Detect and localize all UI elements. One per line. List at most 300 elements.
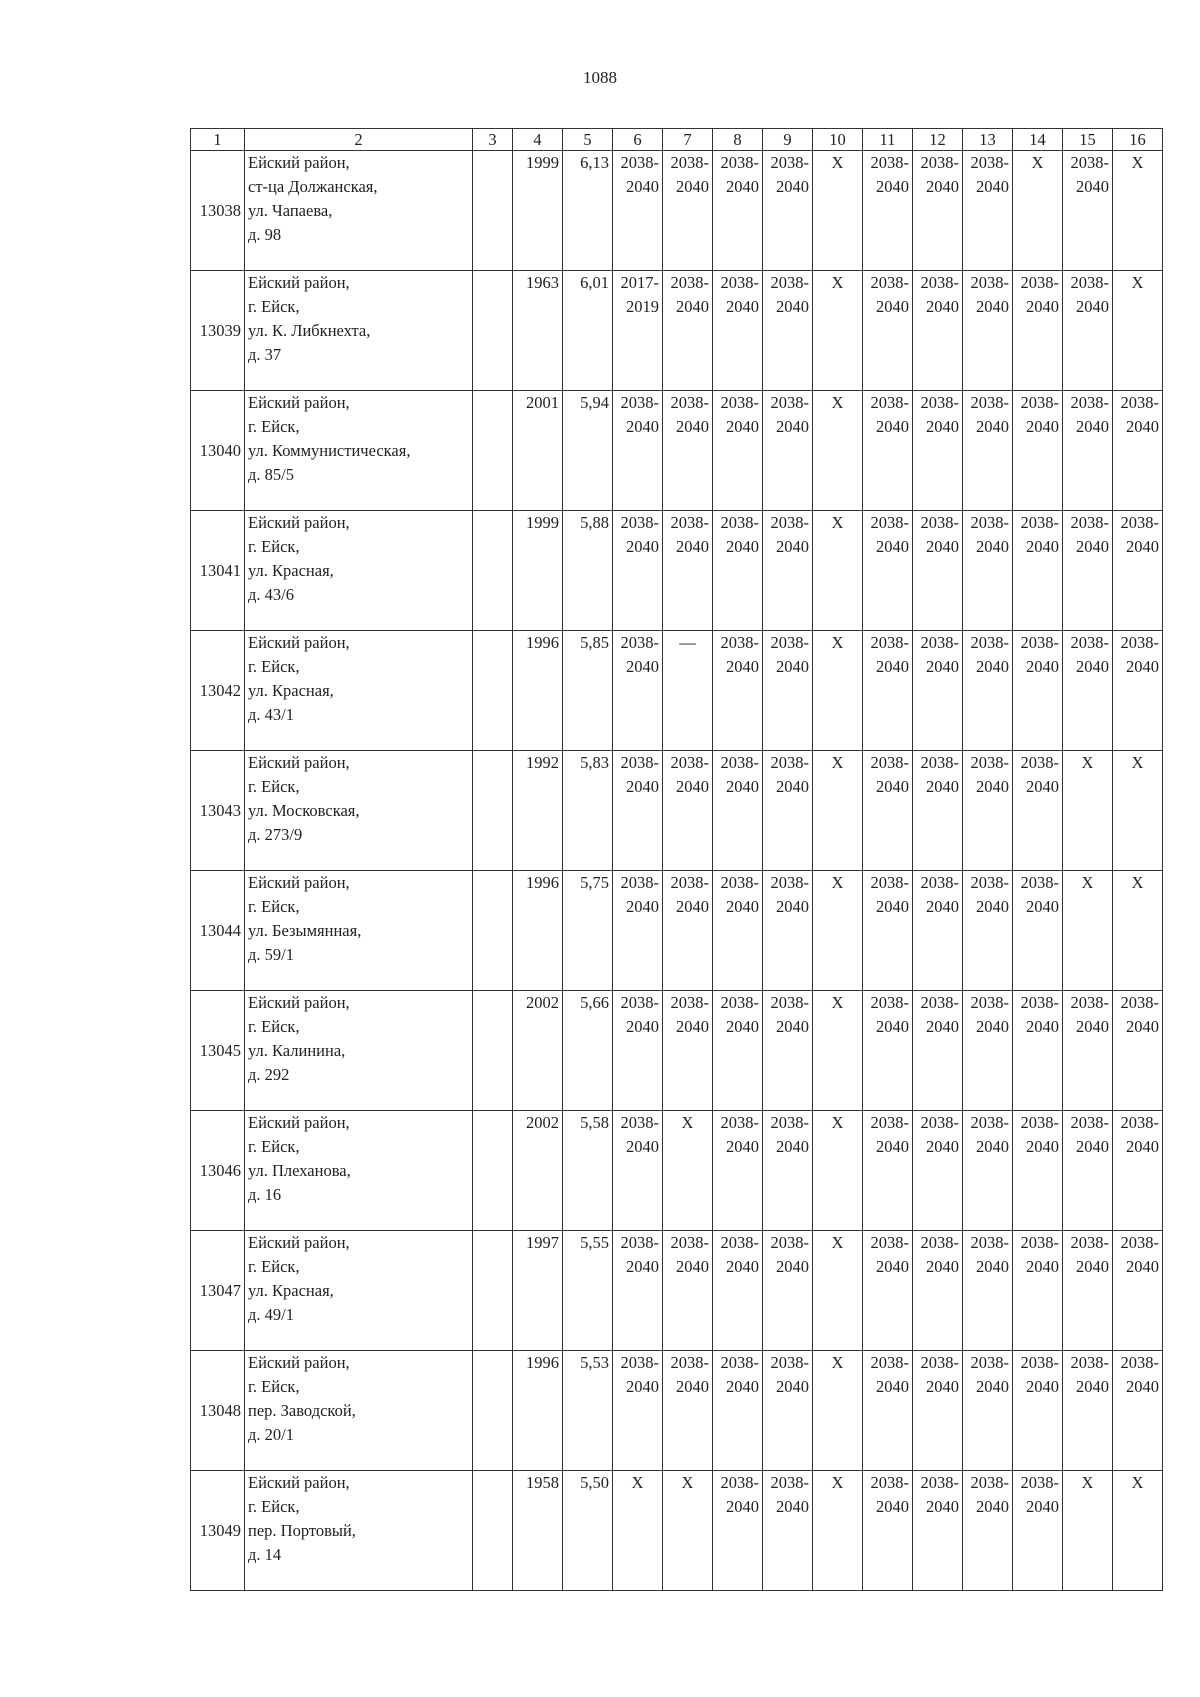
period-cell-col-10 <box>813 391 863 511</box>
period-text: 2038- <box>1020 513 1059 532</box>
address-line: ул. Плеханова, <box>248 1161 351 1180</box>
period-text: 2040 <box>776 417 809 436</box>
period-text: 2040 <box>976 897 1009 916</box>
address-cell <box>245 1351 473 1471</box>
period-text: 2038- <box>970 1353 1009 1372</box>
period-cell-col-6 <box>613 511 663 631</box>
period-text: 2040 <box>976 1137 1009 1156</box>
period-text: 2038- <box>670 273 709 292</box>
period-text: 2040 <box>626 177 659 196</box>
period-text: 2040 <box>926 1137 959 1156</box>
period-text: 2040 <box>776 897 809 916</box>
period-text: 2038- <box>1070 1353 1109 1372</box>
period-text: 2040 <box>726 1497 759 1516</box>
column-3-cell <box>473 391 513 511</box>
period-text: 2038- <box>870 633 909 652</box>
address-line: ст-ца Должанская, <box>248 177 378 196</box>
period-text: 2038- <box>670 1233 709 1252</box>
period-text: 2040 <box>676 897 709 916</box>
period-text: 2040 <box>976 657 1009 676</box>
address-cell <box>245 991 473 1111</box>
period-text: 2038- <box>970 393 1009 412</box>
period-text: 2040 <box>676 417 709 436</box>
period-text: 2038- <box>1070 153 1109 172</box>
address-line: Ейский район, <box>248 1353 350 1372</box>
period-text: Х <box>1131 273 1144 292</box>
period-text: 2040 <box>1076 1137 1109 1156</box>
period-cell-col-16 <box>1113 1351 1163 1471</box>
period-cell-col-13 <box>963 1111 1013 1231</box>
period-text: 2038- <box>920 873 959 892</box>
period-text: 2038- <box>920 513 959 532</box>
period-text: 2040 <box>926 1257 959 1276</box>
period-cell-col-6 <box>613 271 663 391</box>
period-text: 2040 <box>676 537 709 556</box>
period-cell-col-14 <box>1013 871 1063 991</box>
address-line: д. 292 <box>248 1065 290 1084</box>
period-text: 2038- <box>670 153 709 172</box>
period-cell-col-8 <box>713 1231 763 1351</box>
period-text: 2038- <box>920 753 959 772</box>
address-line: д. 37 <box>248 345 282 364</box>
period-cell-col-12 <box>913 271 963 391</box>
address-line: ул. Коммунистическая, <box>248 441 411 460</box>
table-row <box>191 991 1163 1111</box>
address-line: ул. К. Либкнехта, <box>248 321 371 340</box>
column-header-3: 3 <box>473 129 513 151</box>
period-cell-col-9 <box>763 631 813 751</box>
address-line: Ейский район, <box>248 993 350 1012</box>
address-line: ул. Красная, <box>248 681 334 700</box>
period-cell-col-7 <box>663 391 713 511</box>
period-text: 2038- <box>670 753 709 772</box>
period-text: 2038- <box>970 1113 1009 1132</box>
record-number: 13045 <box>191 991 245 1111</box>
column-3-cell <box>473 271 513 391</box>
period-text: Х <box>831 1113 844 1132</box>
period-text: 2038- <box>970 993 1009 1012</box>
address-line: ул. Красная, <box>248 1281 334 1300</box>
housing-register-table <box>190 128 1163 1591</box>
column-3-cell <box>473 1471 513 1591</box>
period-text: 2038- <box>1070 1233 1109 1252</box>
period-text: 2038- <box>870 1473 909 1492</box>
address-line: г. Ейск, <box>248 1137 300 1156</box>
period-text: 2038- <box>770 153 809 172</box>
address-line: Ейский район, <box>248 273 350 292</box>
year-built: 1958 <box>513 1471 563 1591</box>
column-header-6: 6 <box>613 129 663 151</box>
period-cell-col-10 <box>813 631 863 751</box>
period-text: 2040 <box>1076 417 1109 436</box>
address-line: Ейский район, <box>248 1113 350 1132</box>
period-text: 2038- <box>970 1473 1009 1492</box>
record-number: 13038 <box>191 151 245 271</box>
period-text: 2038- <box>620 753 659 772</box>
period-cell-col-10 <box>813 1231 863 1351</box>
period-cell-col-8 <box>713 1111 763 1231</box>
period-text: 2040 <box>926 897 959 916</box>
period-cell-col-11 <box>863 871 913 991</box>
period-text: 2040 <box>926 1377 959 1396</box>
period-cell-col-7 <box>663 751 713 871</box>
period-text: 2040 <box>1076 297 1109 316</box>
period-cell-col-6 <box>613 1471 663 1591</box>
period-cell-col-11 <box>863 1351 913 1471</box>
period-text: 2040 <box>726 297 759 316</box>
period-cell-col-13 <box>963 751 1013 871</box>
address-line: д. 16 <box>248 1185 282 1204</box>
period-text: 2040 <box>876 1497 909 1516</box>
period-text: 2038- <box>1070 393 1109 412</box>
period-text: 2038- <box>1020 273 1059 292</box>
period-cell-col-7 <box>663 1231 713 1351</box>
period-cell-col-6 <box>613 151 663 271</box>
period-text: 2040 <box>776 297 809 316</box>
period-cell-col-6 <box>613 1351 663 1471</box>
address-line: Ейский район, <box>248 873 350 892</box>
period-cell-col-6 <box>613 391 663 511</box>
column-header-16: 16 <box>1113 129 1163 151</box>
column-3-cell <box>473 511 513 631</box>
address-line: д. 43/1 <box>248 705 294 724</box>
period-text: 2040 <box>626 1257 659 1276</box>
period-cell-col-15 <box>1063 991 1113 1111</box>
period-text: 2038- <box>870 1113 909 1132</box>
period-cell-col-13 <box>963 391 1013 511</box>
period-text: 2040 <box>726 537 759 556</box>
period-text: 2040 <box>726 777 759 796</box>
period-text: 2040 <box>626 1017 659 1036</box>
area-value: 5,53 <box>563 1351 613 1471</box>
period-cell-col-10 <box>813 151 863 271</box>
column-header-15: 15 <box>1063 129 1113 151</box>
period-cell-col-11 <box>863 751 913 871</box>
period-text: Х <box>1081 873 1094 892</box>
address-cell <box>245 631 473 751</box>
area-value: 5,94 <box>563 391 613 511</box>
column-3-cell <box>473 1111 513 1231</box>
period-cell-col-11 <box>863 1231 913 1351</box>
period-text: 2038- <box>1020 1353 1059 1372</box>
period-text: 2038- <box>1070 633 1109 652</box>
period-cell-col-8 <box>713 631 763 751</box>
column-header-13: 13 <box>963 129 1013 151</box>
period-text: 2038- <box>770 633 809 652</box>
column-3-cell <box>473 1231 513 1351</box>
period-cell-col-8 <box>713 871 763 991</box>
period-text: 2040 <box>676 177 709 196</box>
period-cell-col-7 <box>663 991 713 1111</box>
record-number: 13039 <box>191 271 245 391</box>
table-row <box>191 391 1163 511</box>
period-text: 2038- <box>870 873 909 892</box>
period-text: 2038- <box>770 873 809 892</box>
period-text: Х <box>831 513 844 532</box>
period-text: 2038- <box>770 993 809 1012</box>
period-text: 2040 <box>776 1497 809 1516</box>
period-text: 2040 <box>676 777 709 796</box>
period-text: 2038- <box>620 1113 659 1132</box>
period-text: 2038- <box>1020 873 1059 892</box>
period-cell-col-8 <box>713 1351 763 1471</box>
period-text: 2038- <box>1020 1113 1059 1132</box>
period-text: 2040 <box>626 777 659 796</box>
table-row <box>191 271 1163 391</box>
period-text: 2040 <box>626 537 659 556</box>
area-value: 5,55 <box>563 1231 613 1351</box>
address-line: д. 59/1 <box>248 945 294 964</box>
period-text: 2038- <box>920 993 959 1012</box>
year-built: 1963 <box>513 271 563 391</box>
period-text: 2040 <box>1126 1377 1159 1396</box>
table-row <box>191 751 1163 871</box>
period-text: 2038- <box>1070 513 1109 532</box>
period-text: 2038- <box>870 153 909 172</box>
period-cell-col-15 <box>1063 511 1113 631</box>
period-cell-col-13 <box>963 511 1013 631</box>
period-text: Х <box>1081 1473 1094 1492</box>
period-text: 2038- <box>620 993 659 1012</box>
period-cell-col-9 <box>763 991 813 1111</box>
column-number-row <box>191 129 1163 151</box>
period-text: 2040 <box>926 1017 959 1036</box>
period-cell-col-12 <box>913 1471 963 1591</box>
table-row <box>191 1111 1163 1231</box>
period-cell-col-15 <box>1063 271 1113 391</box>
period-text: 2038- <box>870 1233 909 1252</box>
period-cell-col-7 <box>663 631 713 751</box>
period-text: 2040 <box>976 1257 1009 1276</box>
period-text: 2040 <box>626 1377 659 1396</box>
period-cell-col-16 <box>1113 631 1163 751</box>
period-cell-col-10 <box>813 1471 863 1591</box>
period-text: 2040 <box>1026 1017 1059 1036</box>
period-text: Х <box>1131 873 1144 892</box>
area-value: 5,75 <box>563 871 613 991</box>
period-cell-col-13 <box>963 151 1013 271</box>
period-text: 2038- <box>770 753 809 772</box>
period-text: 2040 <box>726 657 759 676</box>
period-text: 2040 <box>676 297 709 316</box>
period-cell-col-8 <box>713 511 763 631</box>
area-value: 5,88 <box>563 511 613 631</box>
period-text: 2038- <box>870 393 909 412</box>
address-line: Ейский район, <box>248 153 350 172</box>
record-number: 13043 <box>191 751 245 871</box>
period-text: 2040 <box>1076 537 1109 556</box>
period-text: 2038- <box>1020 1233 1059 1252</box>
period-cell-col-9 <box>763 391 813 511</box>
period-text: Х <box>831 753 844 772</box>
period-text: 2040 <box>1026 1377 1059 1396</box>
period-text: 2038- <box>670 393 709 412</box>
period-cell-col-9 <box>763 511 813 631</box>
period-text: 2038- <box>1020 1473 1059 1492</box>
period-cell-col-13 <box>963 631 1013 751</box>
period-text: 2038- <box>920 1233 959 1252</box>
address-line: Ейский район, <box>248 1233 350 1252</box>
period-text: 2038- <box>620 633 659 652</box>
period-text: Х <box>631 1473 644 1492</box>
period-text: 2040 <box>1026 897 1059 916</box>
period-text: 2038- <box>720 393 759 412</box>
address-line: Ейский район, <box>248 753 350 772</box>
table-row <box>191 511 1163 631</box>
period-cell-col-9 <box>763 271 813 391</box>
address-line: ул. Безымянная, <box>248 921 362 940</box>
period-text: 2040 <box>1126 537 1159 556</box>
period-text: 2038- <box>1120 1113 1159 1132</box>
period-cell-col-12 <box>913 631 963 751</box>
period-cell-col-12 <box>913 991 963 1111</box>
period-text: 2040 <box>726 1137 759 1156</box>
period-text: Х <box>831 1473 844 1492</box>
period-text: — <box>679 633 696 652</box>
period-text: 2038- <box>920 1113 959 1132</box>
period-cell-col-14 <box>1013 1351 1063 1471</box>
record-number: 13044 <box>191 871 245 991</box>
address-line: д. 49/1 <box>248 1305 294 1324</box>
period-cell-col-13 <box>963 1351 1013 1471</box>
column-3-cell <box>473 991 513 1111</box>
period-text: 2040 <box>776 657 809 676</box>
period-text: 2038- <box>620 153 659 172</box>
period-cell-col-15 <box>1063 1231 1113 1351</box>
period-text: 2040 <box>876 657 909 676</box>
area-value: 6,01 <box>563 271 613 391</box>
address-line: г. Ейск, <box>248 1497 300 1516</box>
period-cell-col-15 <box>1063 391 1113 511</box>
period-cell-col-13 <box>963 1231 1013 1351</box>
period-text: 2040 <box>726 1257 759 1276</box>
period-cell-col-7 <box>663 271 713 391</box>
period-text: Х <box>1131 1473 1144 1492</box>
column-3-cell <box>473 751 513 871</box>
period-text: 2038- <box>1070 993 1109 1012</box>
year-built: 2002 <box>513 991 563 1111</box>
period-text: 2038- <box>770 513 809 532</box>
address-line: ул. Чапаева, <box>248 201 333 220</box>
address-line: Ейский район, <box>248 1473 350 1492</box>
period-text: 2038- <box>870 1353 909 1372</box>
period-cell-col-16 <box>1113 151 1163 271</box>
period-text: 2040 <box>1076 657 1109 676</box>
period-text: 2038- <box>1020 993 1059 1012</box>
period-text: Х <box>681 1113 694 1132</box>
address-cell <box>245 391 473 511</box>
column-header-1: 1 <box>191 129 245 151</box>
period-text: 2038- <box>670 513 709 532</box>
period-text: 2038- <box>920 633 959 652</box>
period-cell-col-14 <box>1013 631 1063 751</box>
period-text: 2040 <box>1026 657 1059 676</box>
period-cell-col-16 <box>1113 871 1163 991</box>
period-text: 2040 <box>876 417 909 436</box>
period-text: 2038- <box>720 993 759 1012</box>
period-text: 2040 <box>626 657 659 676</box>
period-text: 2040 <box>1126 1137 1159 1156</box>
period-text: Х <box>831 153 844 172</box>
period-text: 2040 <box>976 1017 1009 1036</box>
address-cell <box>245 271 473 391</box>
address-line: д. 98 <box>248 225 282 244</box>
period-text: 2038- <box>720 1113 759 1132</box>
period-text: 2038- <box>620 513 659 532</box>
period-text: Х <box>1081 753 1094 772</box>
table-row <box>191 871 1163 991</box>
period-text: 2040 <box>876 1017 909 1036</box>
period-cell-col-16 <box>1113 391 1163 511</box>
column-header-8: 8 <box>713 129 763 151</box>
period-cell-col-6 <box>613 871 663 991</box>
period-cell-col-12 <box>913 511 963 631</box>
address-line: пер. Заводской, <box>248 1401 356 1420</box>
address-cell <box>245 751 473 871</box>
period-cell-col-11 <box>863 1471 913 1591</box>
period-cell-col-12 <box>913 1111 963 1231</box>
period-text: 2040 <box>776 537 809 556</box>
period-cell-col-16 <box>1113 751 1163 871</box>
column-header-4: 4 <box>513 129 563 151</box>
period-cell-col-16 <box>1113 991 1163 1111</box>
record-number: 13042 <box>191 631 245 751</box>
period-text: 2040 <box>626 417 659 436</box>
address-line: д. 273/9 <box>248 825 303 844</box>
period-text: 2040 <box>976 177 1009 196</box>
period-text: 2038- <box>720 1473 759 1492</box>
address-line: г. Ейск, <box>248 417 300 436</box>
column-header-10: 10 <box>813 129 863 151</box>
period-text: 2040 <box>1126 1017 1159 1036</box>
period-text: 2038- <box>620 1353 659 1372</box>
period-text: Х <box>1031 153 1044 172</box>
period-text: 2038- <box>720 153 759 172</box>
period-text: 2038- <box>1120 393 1159 412</box>
column-header-9: 9 <box>763 129 813 151</box>
period-cell-col-13 <box>963 271 1013 391</box>
period-text: 2040 <box>776 1377 809 1396</box>
period-text: 2040 <box>876 1377 909 1396</box>
period-cell-col-10 <box>813 511 863 631</box>
period-cell-col-14 <box>1013 1111 1063 1231</box>
period-cell-col-13 <box>963 871 1013 991</box>
period-text: 2038- <box>1120 633 1159 652</box>
period-cell-col-14 <box>1013 1471 1063 1591</box>
period-text: 2038- <box>770 1473 809 1492</box>
period-cell-col-13 <box>963 1471 1013 1591</box>
area-value: 5,58 <box>563 1111 613 1231</box>
period-text: 2038- <box>970 153 1009 172</box>
address-cell <box>245 1471 473 1591</box>
period-cell-col-8 <box>713 1471 763 1591</box>
period-text: 2040 <box>1076 177 1109 196</box>
period-cell-col-11 <box>863 1111 913 1231</box>
period-text: 2040 <box>976 417 1009 436</box>
period-cell-col-16 <box>1113 1471 1163 1591</box>
period-text: 2040 <box>726 1377 759 1396</box>
period-cell-col-9 <box>763 1111 813 1231</box>
period-cell-col-6 <box>613 631 663 751</box>
address-cell <box>245 1111 473 1231</box>
column-3-cell <box>473 151 513 271</box>
period-text: 2040 <box>726 417 759 436</box>
address-line: г. Ейск, <box>248 1377 300 1396</box>
area-value: 6,13 <box>563 151 613 271</box>
period-text: 2038- <box>720 753 759 772</box>
period-cell-col-12 <box>913 751 963 871</box>
period-text: 2040 <box>876 537 909 556</box>
